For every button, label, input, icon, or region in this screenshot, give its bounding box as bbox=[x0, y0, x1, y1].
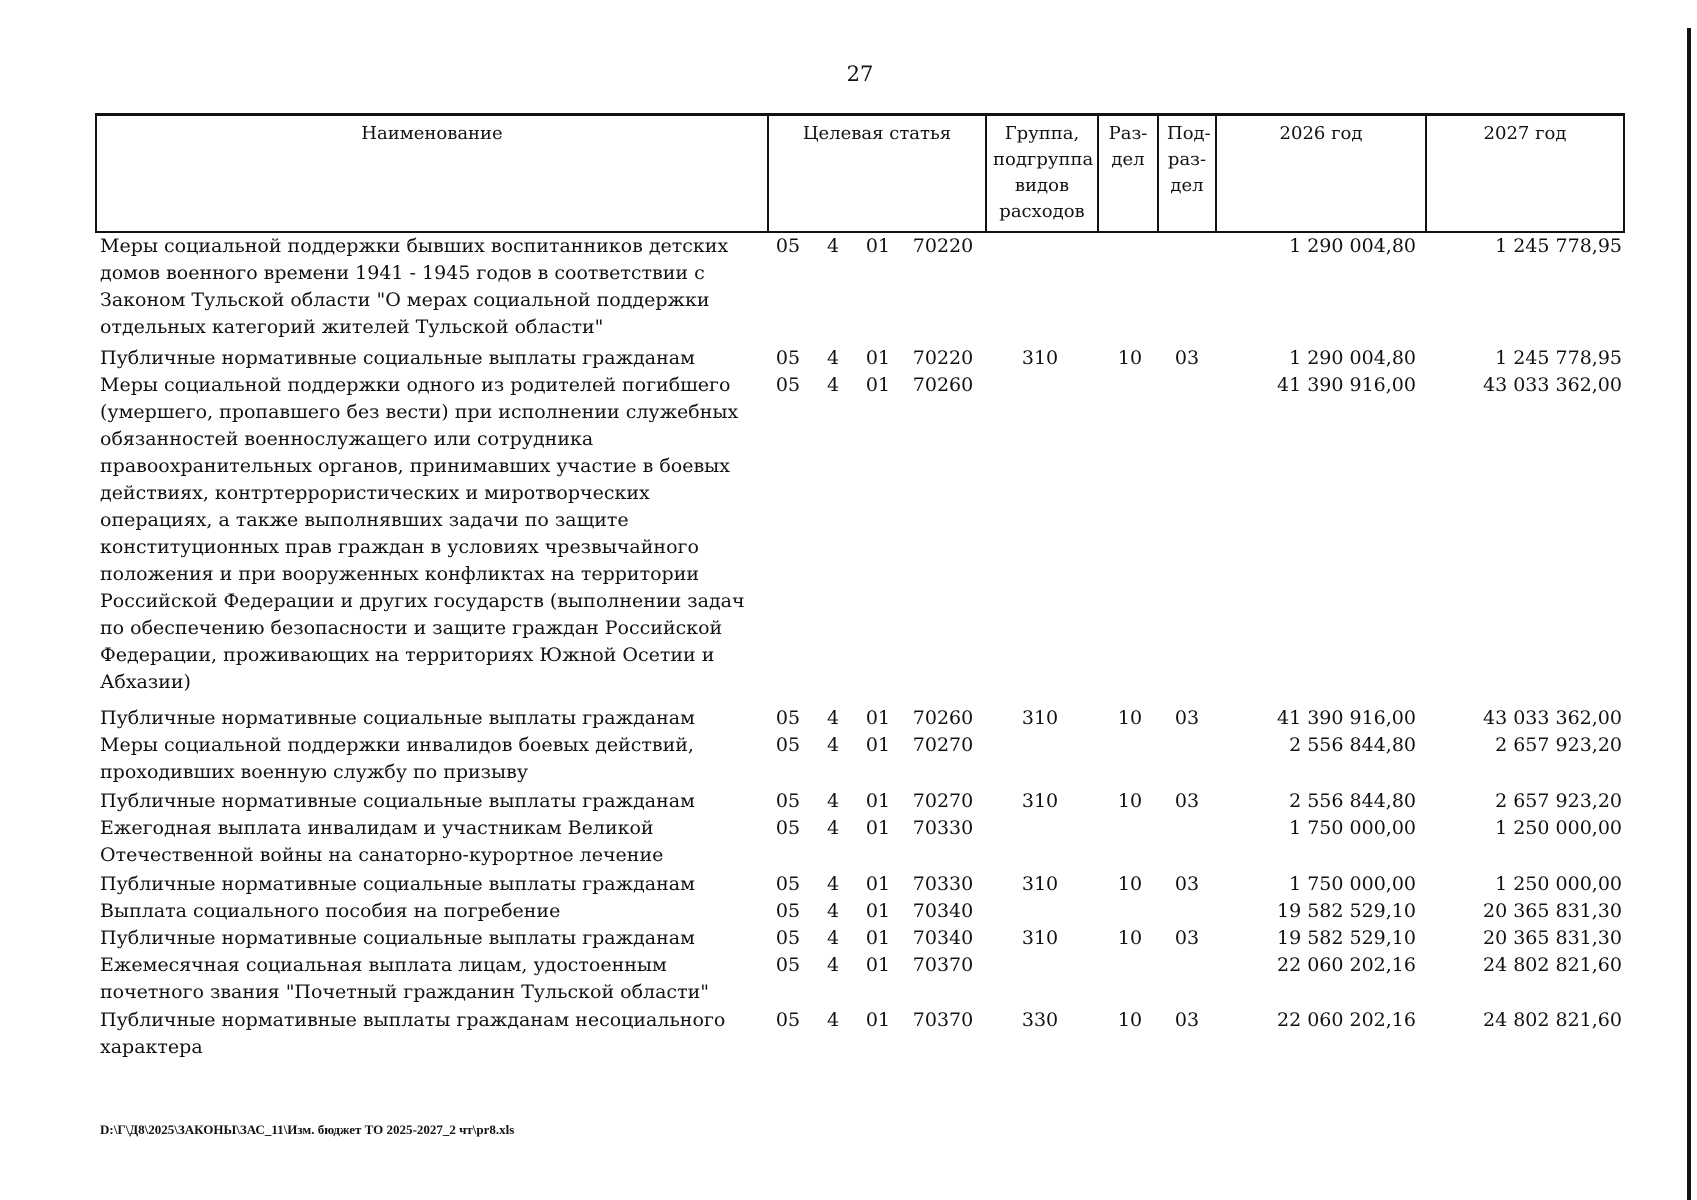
cell-code-c: 01 bbox=[865, 1009, 891, 1031]
cell-code-c: 01 bbox=[865, 734, 891, 756]
cell-code-b: 4 bbox=[826, 873, 840, 895]
cell-code-d: 70260 bbox=[912, 374, 974, 396]
cell-group: 310 bbox=[1021, 927, 1059, 949]
cell-code-d: 70260 bbox=[912, 707, 974, 729]
cell-code-c: 01 bbox=[865, 790, 891, 812]
cell-section: 10 bbox=[1117, 927, 1143, 949]
cell-code-d: 70370 bbox=[912, 954, 974, 976]
cell-section: 10 bbox=[1117, 707, 1143, 729]
cell-subsection: 03 bbox=[1174, 1009, 1200, 1031]
cell-2027: 43 033 362,00 bbox=[1482, 707, 1622, 729]
cell-code-c: 01 bbox=[865, 347, 891, 369]
cell-code-d: 70340 bbox=[912, 927, 974, 949]
cell-2026: 2 556 844,80 bbox=[1289, 734, 1416, 756]
cell-2027: 1 245 778,95 bbox=[1495, 347, 1622, 369]
cell-subsection: 03 bbox=[1174, 347, 1200, 369]
cell-name: Меры социальной поддержки инвалидов боевых действий, проходивших военную службу по призыву bbox=[100, 734, 694, 783]
cell-code-a: 05 bbox=[775, 1009, 801, 1031]
cell-name: Выплата социального пособия на погребение bbox=[100, 900, 561, 922]
header-target-article: Целевая статья bbox=[767, 116, 985, 231]
cell-code-b: 4 bbox=[826, 734, 840, 756]
cell-2026: 1 290 004,80 bbox=[1289, 235, 1416, 257]
cell-code-b: 4 bbox=[826, 347, 840, 369]
scan-edge-line bbox=[1687, 28, 1691, 1200]
cell-code-a: 05 bbox=[775, 347, 801, 369]
cell-2027: 2 657 923,20 bbox=[1495, 790, 1622, 812]
cell-code-a: 05 bbox=[775, 790, 801, 812]
cell-code-a: 05 bbox=[775, 734, 801, 756]
cell-code-b: 4 bbox=[826, 900, 840, 922]
cell-code-a: 05 bbox=[775, 235, 801, 257]
cell-code-a: 05 bbox=[775, 817, 801, 839]
cell-code-b: 4 bbox=[826, 235, 840, 257]
cell-code-a: 05 bbox=[775, 873, 801, 895]
cell-group: 310 bbox=[1021, 790, 1059, 812]
cell-code-a: 05 bbox=[775, 707, 801, 729]
cell-2026: 1 750 000,00 bbox=[1289, 873, 1416, 895]
cell-code-b: 4 bbox=[826, 817, 840, 839]
cell-name: Публичные нормативные социальные выплаты гражданам bbox=[100, 707, 695, 729]
cell-section: 10 bbox=[1117, 347, 1143, 369]
cell-2027: 1 250 000,00 bbox=[1495, 873, 1622, 895]
cell-code-d: 70220 bbox=[912, 235, 974, 257]
cell-2027: 24 802 821,60 bbox=[1482, 954, 1622, 976]
cell-2026: 19 582 529,10 bbox=[1276, 900, 1416, 922]
cell-code-c: 01 bbox=[865, 817, 891, 839]
cell-code-b: 4 bbox=[826, 707, 840, 729]
cell-name: Ежегодная выплата инвалидам и участникам Великой Отечественной войны на санаторно-курортное лечение bbox=[100, 817, 664, 866]
cell-code-d: 70330 bbox=[912, 817, 974, 839]
cell-section: 10 bbox=[1117, 790, 1143, 812]
cell-2027: 43 033 362,00 bbox=[1482, 374, 1622, 396]
table-header bbox=[95, 113, 1625, 233]
cell-code-d: 70370 bbox=[912, 1009, 974, 1031]
header-section: Раз- дел bbox=[1097, 116, 1157, 231]
file-path-footer: D:\Г\Д8\2025\ЗАКОНЫ\ЗАС_11\Изм. бюджет ТО 2025-2027_2 чт\pr8.xls bbox=[100, 1122, 515, 1137]
cell-2026: 41 390 916,00 bbox=[1276, 707, 1416, 729]
header-subsection: Под- раз- дел bbox=[1157, 116, 1215, 231]
cell-2026: 22 060 202,16 bbox=[1276, 1009, 1416, 1031]
cell-code-a: 05 bbox=[775, 374, 801, 396]
cell-section: 10 bbox=[1117, 873, 1143, 895]
cell-group: 330 bbox=[1021, 1009, 1059, 1031]
cell-2027: 20 365 831,30 bbox=[1482, 900, 1622, 922]
cell-code-c: 01 bbox=[865, 873, 891, 895]
cell-code-b: 4 bbox=[826, 790, 840, 812]
cell-code-b: 4 bbox=[826, 954, 840, 976]
cell-group: 310 bbox=[1021, 873, 1059, 895]
cell-subsection: 03 bbox=[1174, 927, 1200, 949]
header-group: Группа, подгруппа видов расходов bbox=[985, 116, 1097, 231]
page-number: 27 bbox=[846, 62, 874, 86]
cell-name: Публичные нормативные социальные выплаты гражданам bbox=[100, 873, 695, 895]
cell-code-b: 4 bbox=[826, 374, 840, 396]
cell-subsection: 03 bbox=[1174, 790, 1200, 812]
cell-code-a: 05 bbox=[775, 954, 801, 976]
cell-code-c: 01 bbox=[865, 927, 891, 949]
cell-code-d: 70340 bbox=[912, 900, 974, 922]
cell-code-b: 4 bbox=[826, 1009, 840, 1031]
cell-code-d: 70270 bbox=[912, 734, 974, 756]
cell-code-c: 01 bbox=[865, 235, 891, 257]
cell-2026: 41 390 916,00 bbox=[1276, 374, 1416, 396]
cell-subsection: 03 bbox=[1174, 873, 1200, 895]
cell-2026: 2 556 844,80 bbox=[1289, 790, 1416, 812]
cell-2027: 1 250 000,00 bbox=[1495, 817, 1622, 839]
cell-code-a: 05 bbox=[775, 900, 801, 922]
cell-group: 310 bbox=[1021, 347, 1059, 369]
cell-name: Публичные нормативные социальные выплаты гражданам bbox=[100, 927, 695, 949]
cell-2026: 22 060 202,16 bbox=[1276, 954, 1416, 976]
cell-code-d: 70330 bbox=[912, 873, 974, 895]
cell-2027: 24 802 821,60 bbox=[1482, 1009, 1622, 1031]
cell-code-b: 4 bbox=[826, 927, 840, 949]
cell-code-d: 70270 bbox=[912, 790, 974, 812]
cell-name: Публичные нормативные социальные выплаты гражданам bbox=[100, 347, 695, 369]
cell-2027: 20 365 831,30 bbox=[1482, 927, 1622, 949]
cell-group: 310 bbox=[1021, 707, 1059, 729]
cell-name: Меры социальной поддержки бывших воспитанников детских домов военного времени 1941 - 1945 годов в соответствии с Законом Тульской области "О мерах социальной поддержки отдельных категорий жителей Тульской области" bbox=[100, 235, 729, 338]
cell-2026: 1 750 000,00 bbox=[1289, 817, 1416, 839]
cell-code-d: 70220 bbox=[912, 347, 974, 369]
cell-code-c: 01 bbox=[865, 900, 891, 922]
cell-2026: 19 582 529,10 bbox=[1276, 927, 1416, 949]
cell-name: Меры социальной поддержки одного из родителей погибшего (умершего, пропавшего без вести) при исполнении служебных обязанностей военнослужащего или сотрудника правоохранительных органов, принимавших участие в боевых действиях, контртеррористических и миротворческих операциях, а также выполнявших задачи по защите конституционных прав граждан в условиях чрезвычайного положения и при вооруженных конфликтах на территории Российской Федерации и других государств (выполнении задач по обеспечению безопасности и защите граждан Российской Федерации, проживающих на территориях Южной Осетии и Абхазии) bbox=[100, 374, 745, 693]
cell-name: Ежемесячная социальная выплата лицам, удостоенным почетного звания "Почетный гражданин Тульской области" bbox=[100, 954, 709, 1003]
header-year-2027: 2027 год bbox=[1425, 116, 1623, 231]
cell-name: Публичные нормативные выплаты гражданам несоциального характера bbox=[100, 1009, 726, 1058]
cell-code-c: 01 bbox=[865, 374, 891, 396]
cell-code-c: 01 bbox=[865, 954, 891, 976]
cell-2027: 1 245 778,95 bbox=[1495, 235, 1622, 257]
cell-name: Публичные нормативные социальные выплаты гражданам bbox=[100, 790, 695, 812]
cell-code-c: 01 bbox=[865, 707, 891, 729]
header-name: Наименование bbox=[361, 123, 503, 144]
cell-section: 10 bbox=[1117, 1009, 1143, 1031]
cell-code-a: 05 bbox=[775, 927, 801, 949]
cell-2026: 1 290 004,80 bbox=[1289, 347, 1416, 369]
cell-2027: 2 657 923,20 bbox=[1495, 734, 1622, 756]
cell-subsection: 03 bbox=[1174, 707, 1200, 729]
header-year-2026: 2026 год bbox=[1215, 116, 1425, 231]
